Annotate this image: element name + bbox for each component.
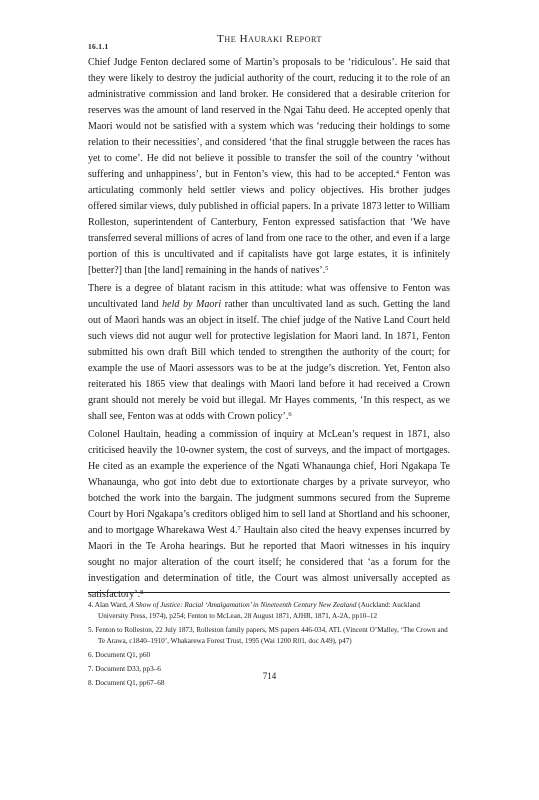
paragraph-2-emphasis: held by Maori — [162, 299, 222, 310]
footnote-ref-4: 4 — [395, 169, 399, 176]
page-number: 714 — [262, 671, 277, 681]
section-number: 16.1.1 — [88, 42, 109, 51]
running-title: The Hauraki Report — [217, 33, 322, 45]
body-text — [88, 55, 450, 603]
footnote-number: 5. — [88, 626, 94, 634]
footnote-text: Alan Ward, — [94, 601, 130, 609]
footnote-ref-7: 7 — [237, 525, 241, 532]
footnote-number: 4. — [88, 601, 94, 609]
footnote-text: Fenton to Rolleston, 22 July 1873, Rolleston family papers, MS papers 446-034, ATL (Vincent O’Malley, ‘The Crown and Te Arawa, c1840–1910’, Whakarewa Forest Trust, 1995 (Wai 1200 R01, doc A49), p47) — [95, 626, 448, 645]
footnote-text: Document Q1, p60 — [95, 651, 151, 659]
paragraph-1-text-a: Chief Judge Fenton declared some of Martin’s proposals to be ‘ridiculous’. He said that they were likely to destroy the judicial authority of the court, reducing it to the role of an administrative commission and land broker. He considered that a desirable criterion for reserves was the amount of land reserved in the Ngai Tahu deed. He accepted openly that Maori would not be satisfied with a system which was ‘reducing their holdings to some relation to their necessities’, and considered ‘that the final struggle between the races has yet to come’. He did not believe it possible to transfer the soil of the country ‘without suffering and unhappiness’, but in Fenton’s view, this had to be accepted. — [88, 57, 450, 180]
paragraph-3 — [88, 427, 450, 603]
footnote-6 — [88, 650, 450, 661]
paragraph-2-text-a: There is a degree of blatant racism in this attitude: what was offensive to Fenton was uncultivated land — [88, 283, 450, 310]
footnote-5 — [88, 625, 450, 647]
footnote-number: 6. — [88, 651, 94, 659]
paragraph-1-text-b: Fenton was articulating commonly held settler views and policy objectives. His brother judges offered similar views, duly published in official papers. In a private 1873 letter to William Rolleston, superintendent of Canterbury, Fenton expressed satisfaction that ‘We have transferred several millions of acres of land from one race to the other, and even if a large portion of this is uncultivated and if capitalists have got large estates, it is infinitely [better?] than [the land] remaining in the hands of natives’. — [88, 169, 450, 276]
footnote-ref-8: 8 — [140, 589, 144, 596]
paragraph-3-text-b: Haultain also cited the heavy expenses incurred by Maori in the Te Aroha hearings. But he reported that Maori witnesses in his inquiry sought no major alteration of the court itself; he considered that ‘as a forum for the investigation and determination of title, the Court was almost universally accepted as satisfactory’. — [88, 525, 450, 600]
footnote-ref-5: 5 — [325, 265, 329, 272]
paragraph-2 — [88, 281, 450, 425]
footnote-number: 8. — [88, 679, 94, 687]
footnote-4 — [88, 600, 450, 622]
paragraph-2-text-b: rather than uncultivated land as such. Getting the land out of Maori hands was an object in itself. The chief judge of the Native Land Court held such views did not augur well for protective legislation for Maori land. In 1871, Fenton submitted his own draft Bill which tended to strengthen the authority of the court; for example the use of Maori assessors was to be at the judge’s discretion. Yet, Fenton also reiterated his 1865 view that dealings with Maori land before it had received a Crown grant should not merely be void but illegal. Mr Hayes comments, ‘In this respect, as we shall see, Fenton was at odds with Crown policy’. — [88, 299, 450, 422]
footnote-text: (Auckland: Auckland University Press, 1974), p254; Fenton to McLean, 28 August 1871, AJHR, 1871, A-2A, pp10–12 — [98, 601, 420, 620]
footnote-divider — [88, 592, 450, 593]
footnote-number: 7. — [88, 665, 94, 673]
paragraph-1 — [88, 55, 450, 279]
footnote-title: A Show of Justice: Racial ‘Amalgamation’ in Nineteenth Century New Zealand — [129, 601, 357, 609]
footnote-text: Document Q1, pp67–68 — [95, 679, 165, 687]
footnote-ref-6: 6 — [288, 411, 292, 418]
paragraph-3-text-a: Colonel Haultain, heading a commission of inquiry at McLean’s request in 1871, also criticised heavily the 10-owner system, the cost of surveys, and the impact of mortgages. He cited as an example the experience of the Ngati Whanaunga chief, Hori Ngakapa Te Whanaunga, who got into debt due to extortionate charges by a private surveyor, who botched the work into the bargain. The judgment summons secured from the Supreme Court by Hori Ngakapa’s creditors obliged him to sell land at Shortland and his schooner, and to mortgage Wharekawa West 4. — [88, 429, 450, 536]
footnote-text: Document D33, pp3–6 — [95, 665, 161, 673]
